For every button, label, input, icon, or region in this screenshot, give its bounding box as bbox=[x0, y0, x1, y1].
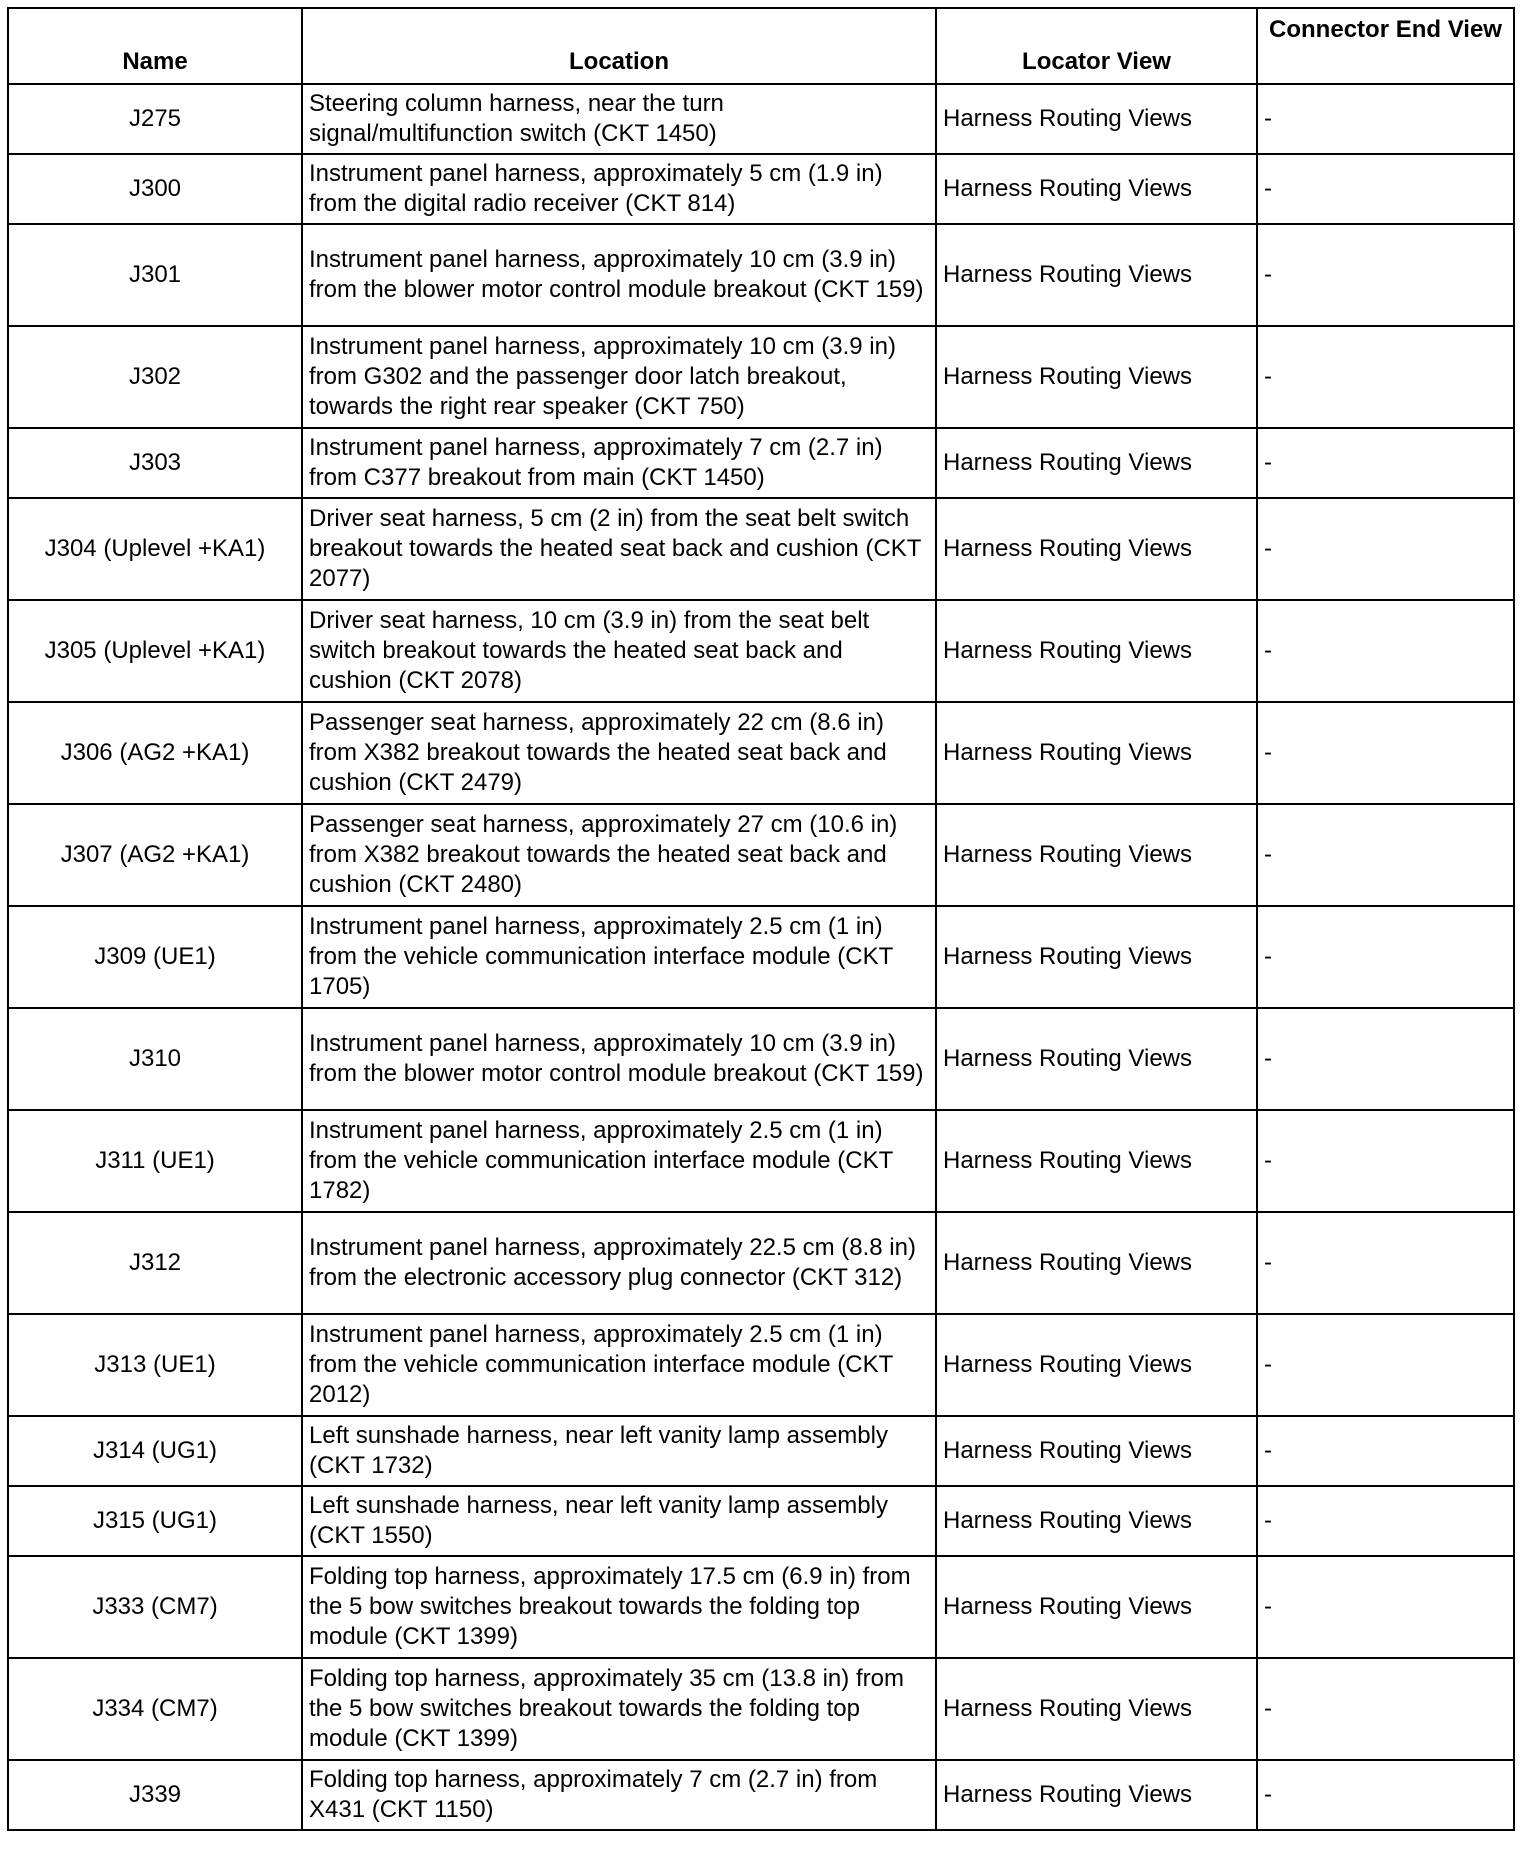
row-name: J339 bbox=[8, 1760, 302, 1830]
row-location: Instrument panel harness, approximately 10 cm (3.9 in) from the blower motor control module breakout (CKT 159) bbox=[302, 1008, 936, 1110]
row-connector-end-view: - bbox=[1257, 1110, 1514, 1212]
header-name: Name bbox=[8, 8, 302, 84]
row-locator-view: Harness Routing Views bbox=[936, 600, 1257, 702]
table-row bbox=[8, 428, 1514, 498]
header-connector-end-view: Connector End View bbox=[1257, 8, 1514, 84]
table-row bbox=[8, 600, 1514, 702]
row-locator-view: Harness Routing Views bbox=[936, 1110, 1257, 1212]
row-locator-view: Harness Routing Views bbox=[936, 702, 1257, 804]
row-location: Folding top harness, approximately 35 cm (13.8 in) from the 5 bow switches breakout towards the folding top module (CKT 1399) bbox=[302, 1658, 936, 1760]
table-row bbox=[8, 702, 1514, 804]
splice-location-table bbox=[7, 7, 1515, 1831]
row-locator-view: Harness Routing Views bbox=[936, 1314, 1257, 1416]
table-row bbox=[8, 84, 1514, 154]
row-name: J307 (AG2 +KA1) bbox=[8, 804, 302, 906]
table-row bbox=[8, 498, 1514, 600]
row-connector-end-view: - bbox=[1257, 1416, 1514, 1486]
row-name: J301 bbox=[8, 224, 302, 326]
row-locator-view: Harness Routing Views bbox=[936, 1212, 1257, 1314]
row-locator-view: Harness Routing Views bbox=[936, 804, 1257, 906]
row-location: Instrument panel harness, approximately 2.5 cm (1 in) from the vehicle communication interface module (CKT 1705) bbox=[302, 906, 936, 1008]
row-location: Driver seat harness, 10 cm (3.9 in) from the seat belt switch breakout towards the heated seat back and cushion (CKT 2078) bbox=[302, 600, 936, 702]
row-location: Instrument panel harness, approximately 2.5 cm (1 in) from the vehicle communication interface module (CKT 1782) bbox=[302, 1110, 936, 1212]
row-location: Folding top harness, approximately 17.5 cm (6.9 in) from the 5 bow switches breakout towards the folding top module (CKT 1399) bbox=[302, 1556, 936, 1658]
row-name: J312 bbox=[8, 1212, 302, 1314]
row-name: J311 (UE1) bbox=[8, 1110, 302, 1212]
row-name: J304 (Uplevel +KA1) bbox=[8, 498, 302, 600]
row-location: Instrument panel harness, approximately 10 cm (3.9 in) from the blower motor control module breakout (CKT 159) bbox=[302, 224, 936, 326]
table-row bbox=[8, 1556, 1514, 1658]
row-connector-end-view: - bbox=[1257, 804, 1514, 906]
header-location: Location bbox=[302, 8, 936, 84]
row-connector-end-view: - bbox=[1257, 1658, 1514, 1760]
table-row bbox=[8, 1008, 1514, 1110]
row-locator-view: Harness Routing Views bbox=[936, 1760, 1257, 1830]
row-locator-view: Harness Routing Views bbox=[936, 224, 1257, 326]
row-location: Instrument panel harness, approximately 22.5 cm (8.8 in) from the electronic accessory plug connector (CKT 312) bbox=[302, 1212, 936, 1314]
splice-table-container bbox=[7, 7, 1513, 1831]
row-connector-end-view: - bbox=[1257, 702, 1514, 804]
table-row bbox=[8, 1110, 1514, 1212]
row-locator-view: Harness Routing Views bbox=[936, 1658, 1257, 1760]
row-name: J275 bbox=[8, 84, 302, 154]
row-location: Driver seat harness, 5 cm (2 in) from the seat belt switch breakout towards the heated seat back and cushion (CKT 2077) bbox=[302, 498, 936, 600]
row-locator-view: Harness Routing Views bbox=[936, 1486, 1257, 1556]
row-locator-view: Harness Routing Views bbox=[936, 1416, 1257, 1486]
table-row bbox=[8, 1658, 1514, 1760]
table-row bbox=[8, 1760, 1514, 1830]
row-location: Passenger seat harness, approximately 27 cm (10.6 in) from X382 breakout towards the heated seat back and cushion (CKT 2480) bbox=[302, 804, 936, 906]
row-location: Instrument panel harness, approximately 7 cm (2.7 in) from C377 breakout from main (CKT 1450) bbox=[302, 428, 936, 498]
row-name: J310 bbox=[8, 1008, 302, 1110]
row-connector-end-view: - bbox=[1257, 1760, 1514, 1830]
row-location: Instrument panel harness, approximately 2.5 cm (1 in) from the vehicle communication interface module (CKT 2012) bbox=[302, 1314, 936, 1416]
row-connector-end-view: - bbox=[1257, 1008, 1514, 1110]
row-connector-end-view: - bbox=[1257, 428, 1514, 498]
table-row bbox=[8, 224, 1514, 326]
row-location: Steering column harness, near the turn signal/multifunction switch (CKT 1450) bbox=[302, 84, 936, 154]
row-connector-end-view: - bbox=[1257, 84, 1514, 154]
table-row bbox=[8, 1486, 1514, 1556]
row-connector-end-view: - bbox=[1257, 326, 1514, 428]
row-name: J314 (UG1) bbox=[8, 1416, 302, 1486]
row-locator-view: Harness Routing Views bbox=[936, 1556, 1257, 1658]
row-name: J303 bbox=[8, 428, 302, 498]
row-connector-end-view: - bbox=[1257, 600, 1514, 702]
row-locator-view: Harness Routing Views bbox=[936, 1008, 1257, 1110]
table-row bbox=[8, 906, 1514, 1008]
row-connector-end-view: - bbox=[1257, 498, 1514, 600]
row-locator-view: Harness Routing Views bbox=[936, 154, 1257, 224]
row-name: J305 (Uplevel +KA1) bbox=[8, 600, 302, 702]
table-row bbox=[8, 1212, 1514, 1314]
row-connector-end-view: - bbox=[1257, 1212, 1514, 1314]
row-name: J333 (CM7) bbox=[8, 1556, 302, 1658]
table-row bbox=[8, 1314, 1514, 1416]
row-name: J334 (CM7) bbox=[8, 1658, 302, 1760]
row-name: J306 (AG2 +KA1) bbox=[8, 702, 302, 804]
row-locator-view: Harness Routing Views bbox=[936, 906, 1257, 1008]
row-location: Folding top harness, approximately 7 cm (2.7 in) from X431 (CKT 1150) bbox=[302, 1760, 936, 1830]
row-locator-view: Harness Routing Views bbox=[936, 84, 1257, 154]
row-location: Instrument panel harness, approximately 10 cm (3.9 in) from G302 and the passenger door latch breakout, towards the right rear speaker (CKT 750) bbox=[302, 326, 936, 428]
row-name: J300 bbox=[8, 154, 302, 224]
row-connector-end-view: - bbox=[1257, 1314, 1514, 1416]
row-name: J313 (UE1) bbox=[8, 1314, 302, 1416]
row-connector-end-view: - bbox=[1257, 906, 1514, 1008]
row-connector-end-view: - bbox=[1257, 1556, 1514, 1658]
row-locator-view: Harness Routing Views bbox=[936, 498, 1257, 600]
row-connector-end-view: - bbox=[1257, 224, 1514, 326]
row-name: J315 (UG1) bbox=[8, 1486, 302, 1556]
row-locator-view: Harness Routing Views bbox=[936, 326, 1257, 428]
row-location: Instrument panel harness, approximately 5 cm (1.9 in) from the digital radio receiver (CKT 814) bbox=[302, 154, 936, 224]
table-row bbox=[8, 804, 1514, 906]
table-header-row bbox=[8, 8, 1514, 84]
table-row bbox=[8, 154, 1514, 224]
row-connector-end-view: - bbox=[1257, 1486, 1514, 1556]
table-row bbox=[8, 326, 1514, 428]
row-location: Passenger seat harness, approximately 22 cm (8.6 in) from X382 breakout towards the heated seat back and cushion (CKT 2479) bbox=[302, 702, 936, 804]
row-locator-view: Harness Routing Views bbox=[936, 428, 1257, 498]
table-row bbox=[8, 1416, 1514, 1486]
row-location: Left sunshade harness, near left vanity lamp assembly (CKT 1732) bbox=[302, 1416, 936, 1486]
row-name: J309 (UE1) bbox=[8, 906, 302, 1008]
row-connector-end-view: - bbox=[1257, 154, 1514, 224]
header-locator-view: Locator View bbox=[936, 8, 1257, 84]
row-name: J302 bbox=[8, 326, 302, 428]
row-location: Left sunshade harness, near left vanity lamp assembly (CKT 1550) bbox=[302, 1486, 936, 1556]
